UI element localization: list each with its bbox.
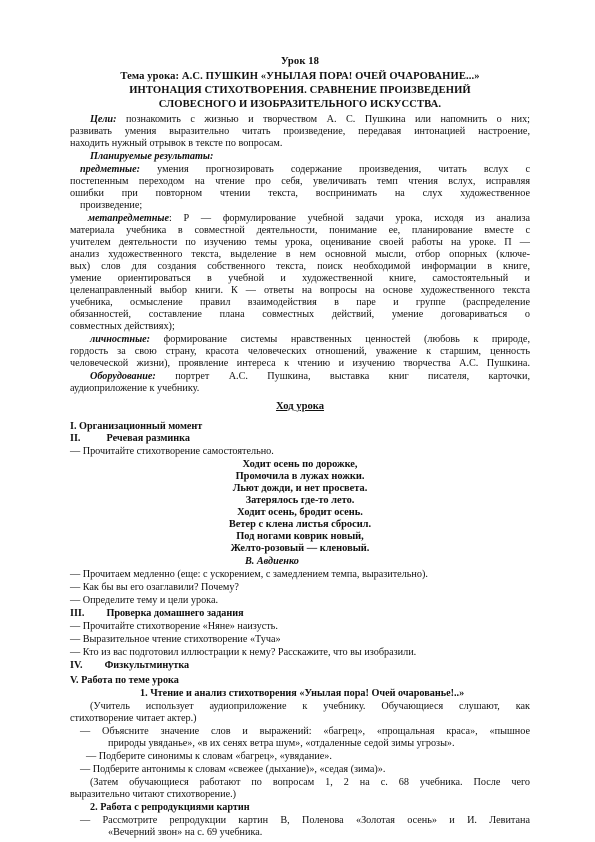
personal-results-line-3: человеческой жизни), проявление интереса к чтению и изучению творчества А.С. Пушкина.: [70, 358, 530, 369]
section-5-subheading-2: 2. Работа с репродукциями картин: [90, 802, 250, 813]
lesson-title-line-1: Тема урока: А.С. ПУШКИН «УНЫЛАЯ ПОРА! ОЧЕЙ ОЧАРОВАНИЕ...»: [120, 71, 480, 82]
equipment-line-2: аудиоприложение к учебнику.: [70, 383, 200, 394]
poem-line: Льют дожди, и нет просвета.: [232, 483, 368, 494]
section-5-paragraph-5a: (Затем обучающиеся работают по вопросам 1, 2 на с. 68 учебника. После чего: [90, 777, 530, 788]
homework-item: — Выразительное чтение стихотворение «Туча»: [70, 634, 281, 645]
poem-line: Желто-розовый — кленовый.: [230, 543, 370, 554]
goals-line-2: развивать умения выразительно читать произведение, передавая интонацией настроение,: [70, 126, 530, 137]
goals-line-1: Цели: познакомить с жизнью и творчеством А. С. Пушкина или напомнить о них;: [90, 114, 531, 125]
meta-results-line-1: метапредметные: Р — формулирование учебной задачи урока, исходя из анализа: [88, 213, 530, 224]
poem-author: В. Авдиенко: [245, 556, 299, 567]
personal-label: личностные:: [90, 334, 151, 345]
poem-line: Ходит осень, бродит осень.: [237, 507, 363, 518]
homework-item: — Кто из вас подготовил иллюстрации к нему? Расскажите, что вы изобразили.: [70, 647, 417, 658]
section-5-paragraph-2b: природы увяданье», «в их сенях ветра шум», «отдаленные седой зимы угрозы».: [108, 738, 455, 749]
poem-line: Ходит осень по дорожке,: [242, 459, 358, 470]
after-poem-question: — Как бы вы его озаглавили? Почему?: [70, 582, 239, 593]
lesson-title-line-2: ИНТОНАЦИЯ СТИХОТВОРЕНИЯ. СРАВНЕНИЕ ПРОИЗВЕДЕНИЙ: [129, 85, 471, 96]
section-5-paragraph-1b: стихотворение читает актер.): [70, 713, 197, 724]
goals-label: Цели:: [90, 114, 117, 125]
after-poem-question: — Определите тему и цели урока.: [70, 595, 219, 606]
after-poem-question: — Прочитаем медленно (еще: с ускорением, с замедлением темпа, выразительно).: [70, 569, 428, 580]
section-5-subheading-1: 1. Чтение и анализ стихотворения «Унылая пора! Очей очарованье!..»: [140, 688, 465, 699]
poem-line: Ветер с клена листья сбросил.: [228, 519, 372, 530]
goals-line-3: находить нужный отрывок в тексте по вопросам.: [70, 138, 283, 149]
section-4-heading: IV. Физкультминутка: [70, 660, 190, 671]
meta-results-line-7: целенаправленный выбор книги. К — ответы на вопросы на основе художественного текста: [70, 285, 530, 296]
meta-results-line-4: анализ художественного текста, выделение в нем основной мысли, отбор опорных (ключе-: [70, 249, 530, 260]
section-5-paragraph-4: — Подберите антонимы к словам «свежее (дыхание)», «седая (зима)».: [80, 764, 386, 775]
equipment-label: Оборудование:: [90, 371, 156, 382]
personal-results-line-1: личностные: формирование системы нравственных ценностей (любовь к природе,: [90, 334, 530, 345]
planned-results-heading: Планируемые результаты:: [90, 151, 214, 162]
section-5-paragraph-2a: — Объясните значение слов и выражений: «багрец», «прощальная краса», «пышное: [80, 726, 530, 737]
meta-results-line-2: материала учебника в совместной деятельности, понимание ее, планирование вместе с: [70, 225, 530, 236]
meta-results-line-3: учителем деятельности по изучению темы урока, оценивание своей работы на уроке. П —: [70, 237, 530, 248]
lesson-course-heading: Ход урока: [275, 401, 325, 412]
subject-results-line-3: ошибки при повторном чтении текста, воспринимать на слух художественное: [70, 188, 530, 199]
section-5-heading: V. Работа по теме урока: [70, 675, 179, 686]
poem-line: Промочила в лужах ножки.: [235, 471, 365, 482]
meta-label: метапредметные: [88, 213, 170, 224]
meta-results-line-10: совместных действиях);: [70, 321, 175, 332]
section-2-heading: II. Речевая разминка: [70, 433, 190, 444]
section-2-task: — Прочитайте стихотворение самостоятельно.: [70, 446, 274, 457]
section-5-paragraph-5b: выразительно читают стихотворение.): [70, 789, 237, 800]
meta-results-line-5: вых) слов для создания собственного текста, поиск необходимой информации в книге,: [70, 261, 530, 272]
lesson-number: Урок 18: [280, 56, 320, 67]
section-3-heading: III. Проверка домашнего задания: [70, 608, 244, 619]
section-5-paragraph-6b: «Вечерний звон» на с. 69 учебника.: [108, 827, 263, 838]
meta-results-line-6: умение ориентироваться в учебной и художественной книге, самостоятельный и: [70, 273, 530, 284]
lesson-title-line-3: СЛОВЕСНОГО И ИЗОБРАЗИТЕЛЬНОГО ИСКУССТВА.: [158, 99, 442, 110]
subject-label: предметные:: [80, 164, 141, 175]
section-5-paragraph-1a: (Учитель использует аудиоприложение к учебнику. Обучающиеся слушают, как: [90, 701, 530, 712]
personal-results-line-2: гордость за свою страну, красота человеческих отношений, уважение к старшим, ценность: [70, 346, 530, 357]
section-1-heading: I. Организационный момент: [70, 421, 203, 432]
homework-item: — Прочитайте стихотворение «Няне» наизусть.: [70, 621, 278, 632]
poem-line: Затерялось где-то лето.: [245, 495, 355, 506]
equipment-line-1: Оборудование: портрет А.С. Пушкина, выставка книг писателя, карточки,: [90, 371, 531, 382]
meta-results-line-8: учебника, осмысление правил взаимодействия в паре и группе (распределение: [70, 297, 530, 308]
poem-line: Под ногами коврик новый,: [236, 531, 364, 542]
subject-results-line-2: постепенным переходом на чтение про себя, увеличивать темп чтения вслух, исправляя: [70, 176, 530, 187]
section-5-paragraph-6a: — Рассмотрите репродукции картин В, Поленова «Золотая осень» и И. Левитана: [80, 815, 530, 826]
subject-results-line-4: произведение;: [80, 200, 143, 211]
section-5-paragraph-3: — Подберите синонимы к словам «багрец», «увядание».: [86, 751, 332, 762]
meta-results-line-9: обязанностей, составление плана совместных действий, умение договариваться о: [70, 309, 530, 320]
subject-results-line-1: предметные: умения прогнозировать содержание произведения, читать вслух с: [80, 164, 530, 175]
